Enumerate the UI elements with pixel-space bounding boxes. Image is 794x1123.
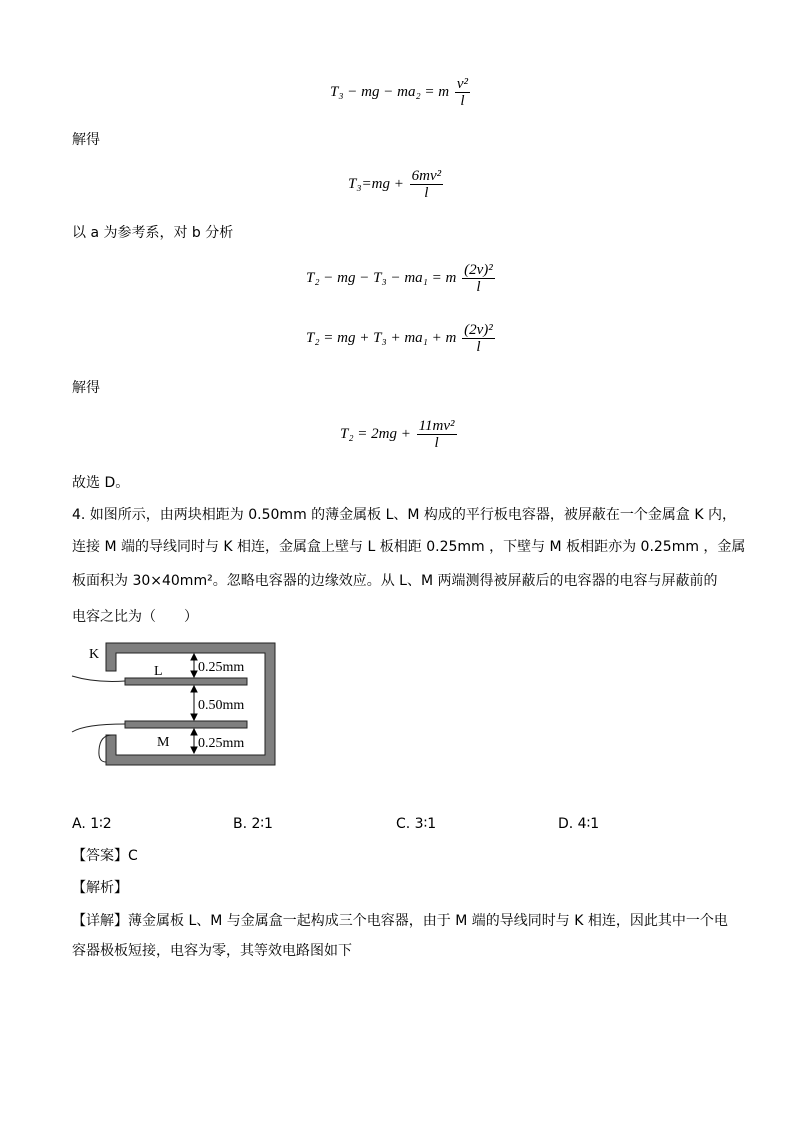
option-c[interactable]: C. 3∶1 — [396, 816, 437, 832]
analysis-tag: 【解析】 — [72, 880, 128, 896]
equation-2-fraction — [410, 168, 444, 201]
plate-l — [125, 678, 247, 685]
label-k: K — [89, 647, 100, 662]
equation-1 — [330, 76, 472, 109]
equation-3-lhs: T₂ − mg − T₃ − ma₁ = m — [306, 269, 457, 286]
option-a[interactable]: A. 1∶2 — [72, 816, 112, 832]
equation-2-denominator: l — [424, 185, 429, 201]
equation-2-lhs: T₃=mg + — [348, 175, 404, 192]
equation-5-denominator: l — [434, 435, 439, 451]
dimension-arrow-middle — [191, 686, 197, 720]
equation-1-fraction — [455, 76, 470, 109]
equation-5-fraction — [417, 418, 457, 451]
equation-5 — [340, 418, 459, 451]
answer-tag: 【答案】 — [72, 848, 128, 864]
capacitor-diagram — [70, 640, 285, 770]
wire-l — [72, 676, 125, 681]
reference-frame-text: 以 a 为参考系，对 b 分析 — [72, 225, 234, 241]
question-4-line-2: 连接 M 端的导线同时与 K 相连，金属盒上壁与 L 板相距 0.25mm ，下壁与 M 板相距亦为 0.25mm ，金属 — [72, 539, 746, 555]
equation-1-numerator: v² — [456, 76, 469, 92]
equation-5-numerator: 11mv² — [418, 418, 455, 434]
option-d[interactable]: D. 4∶1 — [558, 816, 600, 832]
answer-row — [72, 846, 138, 866]
equation-1-lhs: T₃ − mg − ma₂ = m — [330, 83, 450, 100]
equation-3-denominator: l — [476, 279, 481, 295]
equation-2-numerator: 6mv² — [411, 168, 442, 184]
equation-1-denominator: l — [460, 93, 465, 109]
equation-4-numerator: (2v)² — [464, 322, 493, 338]
label-gap-middle: 0.50mm — [198, 698, 245, 713]
detail-line-2: 容器极板短接，电容为零，其等效电路图如下 — [72, 943, 352, 959]
solve-label-1: 解得 — [72, 132, 100, 148]
equation-3-fraction — [462, 262, 495, 295]
option-b[interactable]: B. 2∶1 — [233, 816, 273, 832]
equation-4 — [306, 322, 497, 355]
equation-4-fraction — [462, 322, 495, 355]
equation-4-lhs: T₂ = mg + T₃ + ma₁ + m — [306, 329, 457, 346]
dimension-arrow-top — [191, 654, 197, 677]
equation-5-lhs: T₂ = 2mg + — [340, 425, 411, 442]
equation-2 — [348, 168, 445, 201]
question-4-line-3: 板面积为 30×40mm²。忽略电容器的边缘效应。从 L、M 两端测得被屏蔽后的电容器的电容与屏蔽前的 — [72, 573, 718, 589]
label-gap-top: 0.25mm — [198, 660, 245, 675]
dimension-arrow-bottom — [191, 729, 197, 753]
label-m: M — [157, 735, 170, 750]
label-l: L — [154, 664, 163, 679]
label-gap-bottom: 0.25mm — [198, 736, 245, 751]
detail-line-1: 【详解】薄金属板 L、M 与金属盒一起构成三个电容器，由于 M 端的导线同时与 K 相连，因此其中一个电 — [72, 913, 728, 929]
equation-4-denominator: l — [476, 339, 481, 355]
question-4-line-4: 电容之比为（ ） — [72, 609, 198, 625]
plate-m — [125, 721, 247, 728]
question-4-line-1: 4. 如图所示，由两块相距为 0.50mm 的薄金属板 L、M 构成的平行板电容器，被屏蔽在一个金属盒 K 内， — [72, 507, 737, 523]
solve-label-2: 解得 — [72, 380, 100, 396]
wire-m — [72, 724, 125, 732]
answer-value: C — [128, 848, 138, 864]
choose-d-text: 故选 D。 — [72, 475, 130, 491]
equation-3 — [306, 262, 497, 295]
equation-3-numerator: (2v)² — [464, 262, 493, 278]
